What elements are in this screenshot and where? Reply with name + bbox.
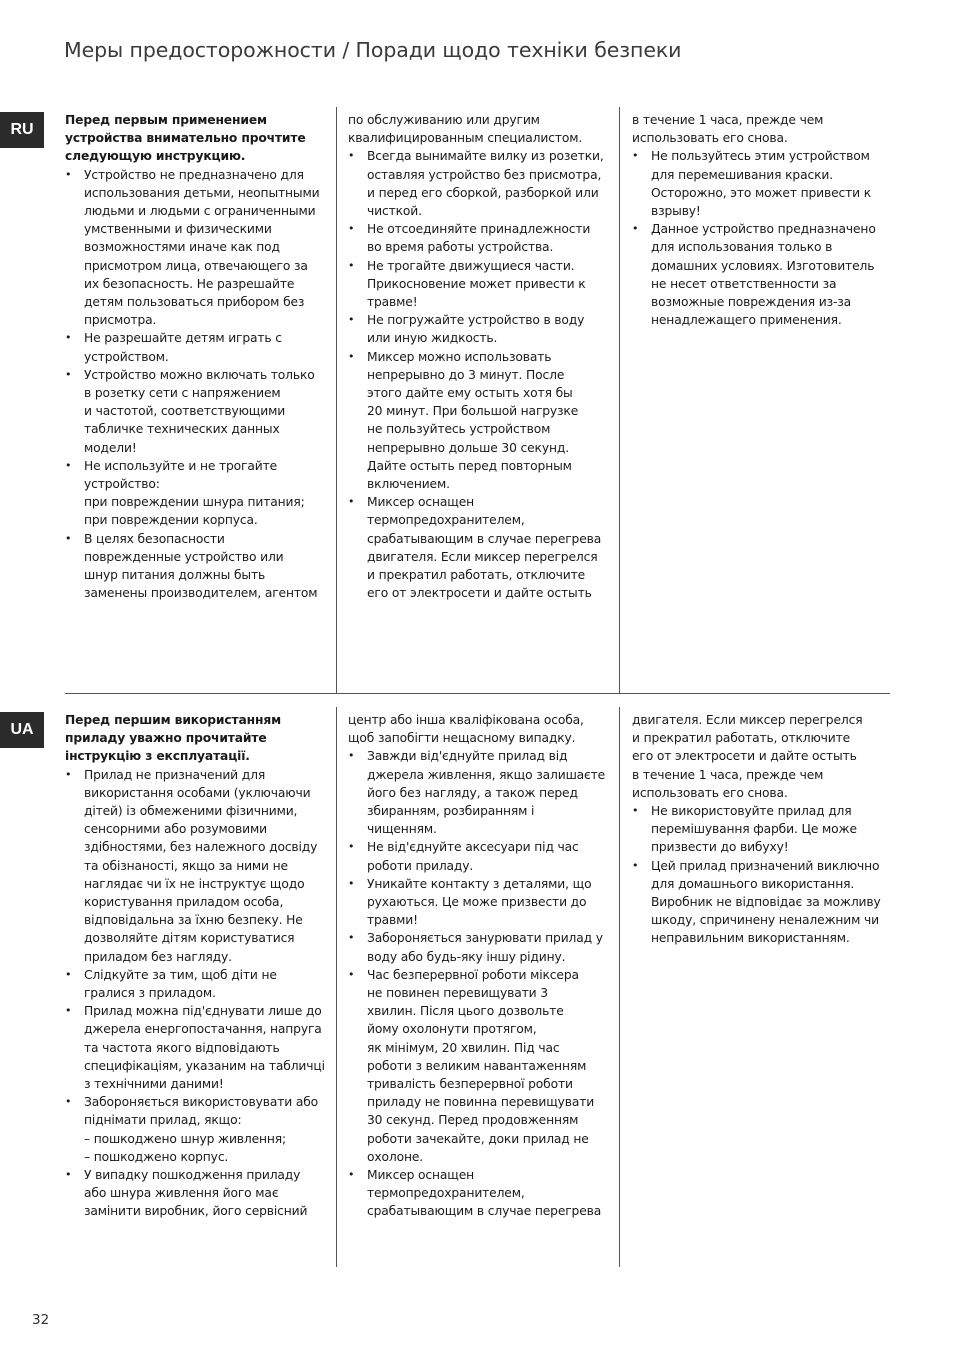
list-item [348, 257, 614, 312]
list-item [65, 1166, 330, 1221]
list-item-line: его от электросети и дайте остыть [367, 586, 592, 601]
ru-column-3 [632, 111, 892, 329]
list-item-line: перемішування фарби. Це може [651, 822, 857, 837]
ru-column-divider-2 [619, 107, 620, 693]
list-item-line: приладу не повинна перевищувати [367, 1095, 595, 1110]
language-badge-ru: RU [0, 112, 44, 148]
list-item-line: роботи приладу. [367, 858, 474, 873]
list-item-line: – пошкоджено шнур живлення; [84, 1131, 287, 1146]
list-item [348, 966, 614, 1166]
list-item [348, 838, 614, 874]
list-item-line: • Не отсоединяйте принадлежности [367, 222, 591, 237]
list-item-line: роботи зачекайте, доки прилад не [367, 1131, 589, 1146]
list-item [348, 875, 614, 930]
continued-line: в течение 1 часа, прежде чем [632, 767, 824, 782]
list-item-line: этого дайте ему остыть хотя бы [367, 386, 573, 401]
list-item-line: наглядає чи їх не інструктує щодо [84, 876, 305, 891]
list-item [632, 147, 892, 220]
list-item-line: ненадлежащего применения. [651, 313, 842, 328]
list-item [65, 1093, 330, 1166]
list-item-line: для домашнього використання. [651, 876, 855, 891]
list-item-line: травми! [367, 913, 418, 928]
list-item-line: охолоне. [367, 1149, 424, 1164]
list-item-line: детям пользоваться прибором без [84, 295, 305, 310]
ru-safety-list-2 [348, 111, 614, 602]
list-item-line: • Не разрешайте детям играть с [84, 331, 282, 346]
list-item-line: непрерывно до 3 минут. После [367, 367, 565, 382]
list-item-line: шкоду, спричинену неналежним чи [651, 913, 879, 928]
list-item-line: його без нагляду, а також перед [367, 785, 578, 800]
continued-line: и прекратил работать, отключите [632, 731, 851, 746]
list-item-line: заменены производителем, агентом [84, 586, 318, 601]
list-item-line: приладом без нагляду. [84, 949, 232, 964]
list-item-line: включением. [367, 477, 450, 492]
list-item-line: • Не погружайте устройство в воду [367, 313, 585, 328]
list-item-line: 30 секунд. Перед продовженням [367, 1113, 579, 1128]
list-item-line: • Слідкуйте за тим, щоб діти не [84, 967, 277, 982]
list-item-line: домашних условиях. Изготовитель [651, 258, 875, 273]
ua-safety-list-2 [348, 711, 614, 1221]
list-item-line: Дайте остыть перед повторным [367, 458, 572, 473]
ua-column-2 [348, 711, 614, 1221]
list-item [348, 348, 614, 494]
list-item-line: не пользуйтесь устройством [367, 422, 551, 437]
list-item-line: не повинен перевищувати 3 [367, 986, 548, 1001]
list-item [65, 530, 330, 603]
list-item-line: • Цей прилад призначений виключно [651, 858, 880, 873]
ru-intro-line: Перед первым применением [65, 113, 267, 127]
list-item-line: • Завжди від'єднуйте прилад від [367, 749, 568, 764]
ua-column-divider-2 [619, 707, 620, 1267]
continued-line: квалифицированным специалистом. [348, 131, 583, 146]
ua-safety-list-1 [65, 766, 330, 1221]
list-item-line: та обізнаності, якщо за ними не [84, 858, 288, 873]
list-item-line: рухаються. Це може призвести до [367, 895, 587, 910]
list-item-line: замінити виробник, його сервісний [84, 1204, 308, 1219]
list-item-line: здібностями, без належного досвіду [84, 840, 318, 855]
list-item-line: • Не используйте и не трогайте [84, 458, 278, 473]
ua-intro-heading [65, 711, 330, 766]
list-item-line: возможные повреждения из-за [651, 295, 852, 310]
list-item-line: не несет ответственности за [651, 276, 837, 291]
list-item [65, 457, 330, 530]
list-item-line: при повреждении корпуса. [84, 513, 258, 528]
list-item [632, 802, 892, 857]
list-item-line: присмотром лица, отвечающего за [84, 258, 308, 273]
list-item-line: • Не від'єднуйте аксесуари під час [367, 840, 579, 855]
list-item-line: • Не пользуйтесь этим устройством [651, 149, 870, 164]
list-item-line: • Забороняється використовувати або [84, 1095, 319, 1110]
list-item-continued [348, 111, 614, 147]
list-item-line: и частотой, соответствующими [84, 404, 286, 419]
list-item-line: • Забороняється занурювати прилад у [367, 931, 603, 946]
language-badge-ua: UA [0, 712, 44, 748]
list-item-line: йому охолонути протягом, [367, 1022, 537, 1037]
ru-column-2 [348, 111, 614, 602]
list-item-line: • Данное устройство предназначено [651, 222, 876, 237]
list-item-line: модели! [84, 440, 137, 455]
list-item [632, 857, 892, 948]
list-item [65, 166, 330, 330]
list-item-line: джерела живлення, якщо залишаєте [367, 767, 606, 782]
list-item-line: джерела енергопостачання, напруга [84, 1022, 322, 1037]
ua-intro-line: Перед першим використанням [65, 713, 281, 727]
list-item-line: для перемешивания краски. [651, 167, 833, 182]
ru-safety-list-1 [65, 166, 330, 603]
list-item-line: 20 минут. При большой нагрузке [367, 404, 579, 419]
continued-line: использовать его снова. [632, 785, 788, 800]
list-item-line: – пошкоджено корпус. [84, 1149, 229, 1164]
list-item-line: • Устройство не предназначено для [84, 167, 304, 182]
ru-intro-heading [65, 111, 330, 166]
list-item-line: в розетку сети с напряжением [84, 386, 281, 401]
ua-column-divider-1 [336, 707, 337, 1267]
continued-line: использовать его снова. [632, 131, 788, 146]
list-item-line: • Всегда вынимайте вилку из розетки, [367, 149, 604, 164]
list-item-continued [348, 711, 614, 747]
list-item-line: при повреждении шнура питания; [84, 495, 305, 510]
list-item-line: табличке технических данных [84, 422, 280, 437]
list-item [348, 929, 614, 965]
list-item [348, 220, 614, 256]
list-item-line: поврежденные устройство или [84, 549, 284, 564]
list-item [632, 220, 892, 329]
list-item-line: использования детьми, неопытными [84, 185, 320, 200]
list-item-line: • В целях безопасности [84, 531, 225, 546]
list-item-line: користування приладом особа, [84, 895, 284, 910]
list-item-line: • Не використовуйте прилад для [651, 804, 852, 819]
list-item-line: • Миксер оснащен [367, 1168, 475, 1183]
list-item-line: Осторожно, это может привести к [651, 185, 872, 200]
list-item-line: дітей) із обмеженими фізичними, [84, 804, 298, 819]
list-item-line: людьми и людьми с ограниченными [84, 204, 316, 219]
ru-intro-line: следующую инструкцию. [65, 149, 246, 164]
list-item-line: тривалість безперервної роботи [367, 1077, 573, 1092]
ru-column-divider-1 [336, 107, 337, 693]
list-item-line: • Прилад не призначений для [84, 767, 266, 782]
page-title: Меры предосторожности / Поради щодо техніки безпеки [64, 38, 682, 62]
list-item-line: чисткой. [367, 204, 422, 219]
ua-safety-list-3 [632, 711, 892, 948]
list-item-line: та частота якого відповідають [84, 1040, 280, 1055]
list-item-line: срабатывающим в случае перегрева [367, 1204, 602, 1219]
list-item-line: збиранням, розбиранням і [367, 804, 535, 819]
list-item-line: використання особами (уключаючи [84, 785, 311, 800]
list-item-line: возможностями иначе как под [84, 240, 280, 255]
list-item-line: • Миксер оснащен [367, 495, 475, 510]
list-item-line: срабатывающим в случае перегрева [367, 531, 602, 546]
list-item-line: для использования только в [651, 240, 833, 255]
list-item-line: • Устройство можно включать только [84, 367, 315, 382]
list-item-line: сенсорними або розумовими [84, 822, 267, 837]
ua-column-1 [65, 711, 330, 1221]
list-item-line: піднімати прилад, якщо: [84, 1113, 242, 1128]
list-item-line: • Не трогайте движущиеся части. [367, 258, 575, 273]
list-item-line: умственными и физическими [84, 222, 272, 237]
list-item-line: • Миксер можно использовать [367, 349, 552, 364]
list-item-line: призвести до вибуху! [651, 840, 789, 855]
list-item-line: и перед его сборкой, разборкой или [367, 185, 599, 200]
list-item-line: роботи з великим навантаженням [367, 1058, 587, 1073]
list-item-line: гралися з приладом. [84, 986, 216, 1001]
continued-line: его от электросети и дайте остыть [632, 749, 857, 764]
list-item-continued [632, 111, 892, 147]
continued-line: по обслуживанию или другим [348, 113, 540, 127]
continued-line: центр або інша кваліфікована особа, [348, 713, 584, 727]
list-item [348, 493, 614, 602]
list-item-line: непрерывно дольше 30 секунд. [367, 440, 569, 455]
list-item [65, 1002, 330, 1093]
list-item-line: шнур питания должны быть [84, 568, 266, 583]
list-item-line: неправильним використанням. [651, 931, 850, 946]
page-number: 32 [32, 1312, 50, 1328]
list-item-continued [632, 711, 892, 802]
continued-line: двигателя. Если миксер перегрелся [632, 713, 863, 727]
list-item-line: • Уникайте контакту з деталями, що [367, 876, 592, 891]
list-item-line: их безопасность. Не разрешайте [84, 276, 295, 291]
list-item-line: або шнура живлення його має [84, 1186, 279, 1201]
list-item [348, 1166, 614, 1221]
list-item-line: во время работы устройства. [367, 240, 554, 255]
list-item [65, 329, 330, 365]
ru-safety-list-3 [632, 111, 892, 329]
list-item-line: • У випадку пошкодження приладу [84, 1168, 301, 1183]
list-item-line: термопредохранителем, [367, 513, 525, 528]
list-item-line: чищенням. [367, 822, 437, 837]
list-item-line: • Прилад можна під'єднувати лише до [84, 1004, 322, 1019]
ua-intro-line: інструкцію з експлуатації. [65, 749, 250, 764]
list-item-line: відповідальна за їхню безпеку. Не [84, 913, 303, 928]
list-item-line: хвилин. Після цього дозвольте [367, 1004, 564, 1019]
list-item-line: дозволяйте дітям користуватися [84, 931, 295, 946]
list-item [348, 747, 614, 838]
ua-intro-line: приладу уважно прочитайте [65, 731, 267, 746]
list-item-line: специфікаціям, указаним на табличці [84, 1058, 325, 1073]
list-item-line: присмотра. [84, 313, 157, 328]
list-item-line: з технічними даними! [84, 1077, 224, 1092]
list-item [348, 147, 614, 220]
list-item-line: двигателя. Если миксер перегрелся [367, 549, 598, 564]
list-item-line: взрыву! [651, 204, 701, 219]
section-divider [65, 693, 890, 694]
list-item-line: як мінімум, 20 хвилин. Під час [367, 1040, 560, 1055]
continued-line: в течение 1 часа, прежде чем [632, 113, 824, 127]
list-item-line: и прекратил работать, отключите [367, 568, 586, 583]
list-item [65, 366, 330, 457]
list-item-line: устройство: [84, 477, 160, 492]
list-item-line: воду або будь-яку іншу рідину. [367, 949, 566, 964]
list-item-line: Прикосновение может привести к [367, 276, 586, 291]
list-item [65, 766, 330, 966]
ru-intro-line: устройства внимательно прочтите [65, 131, 306, 146]
list-item-line: • Час безперервної роботи міксера [367, 967, 579, 982]
list-item-line: травме! [367, 295, 418, 310]
list-item-line: термопредохранителем, [367, 1186, 525, 1201]
list-item-line: устройством. [84, 349, 169, 364]
list-item-line: Виробник не відповідає за можливу [651, 895, 881, 910]
ua-column-3 [632, 711, 892, 948]
list-item [348, 311, 614, 347]
list-item-line: оставляя устройство без присмотра, [367, 167, 602, 182]
list-item-line: или иную жидкость. [367, 331, 498, 346]
continued-line: щоб запобігти нещасному випадку. [348, 731, 576, 746]
ru-column-1 [65, 111, 330, 602]
list-item [65, 966, 330, 1002]
